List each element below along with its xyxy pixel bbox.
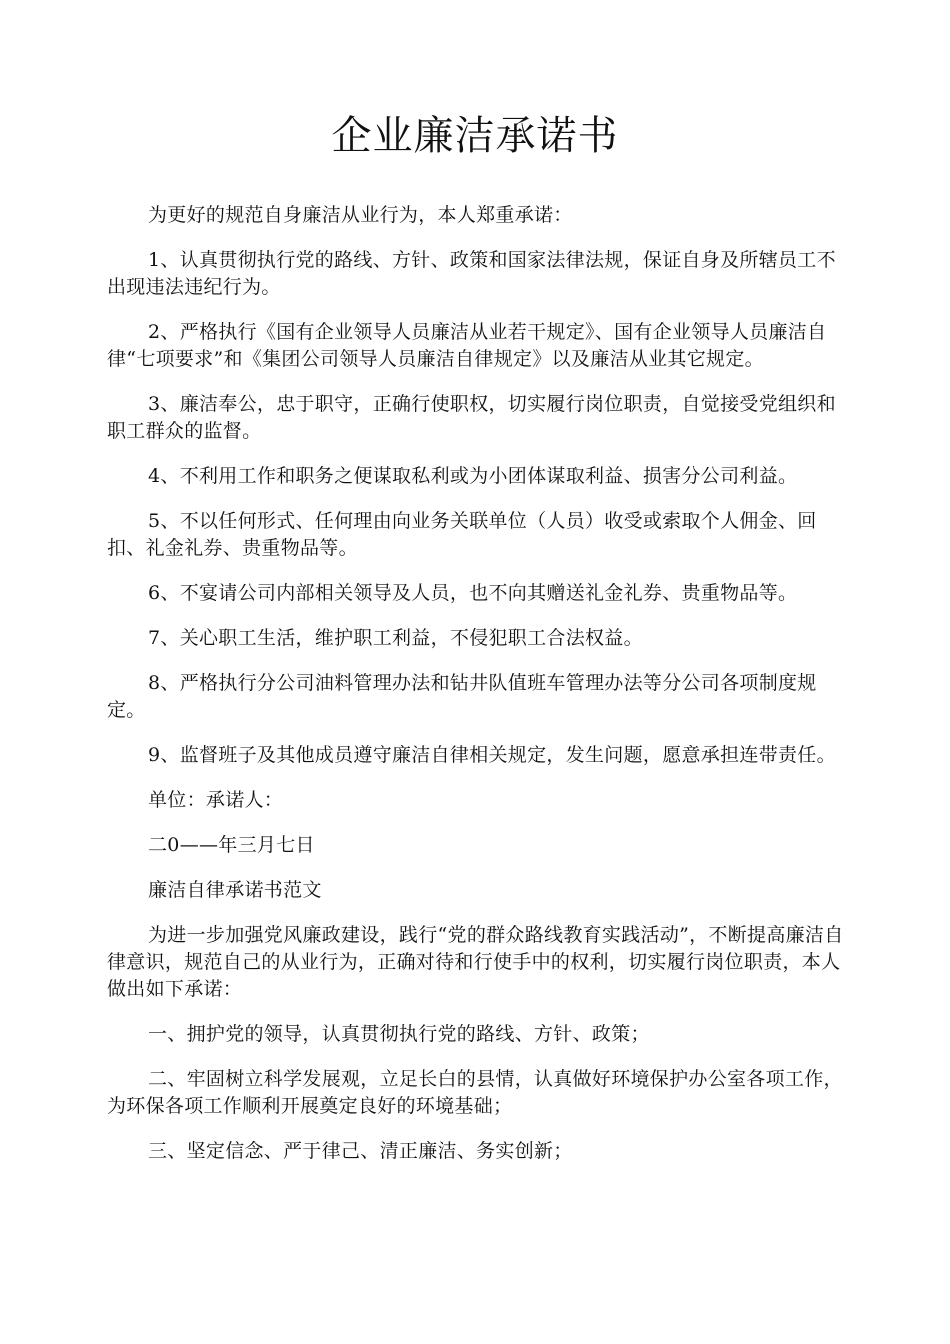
- document-body: [107, 202, 847, 1183]
- commitment-item-7: 7、关心职工生活，维护职工利益，不侵犯职工合法权益。: [148, 627, 643, 649]
- commitment-item-8: 8、严格执行分公司油料管理办法和钻井队值班车管理办法等分公司各项制度规定。: [107, 672, 817, 721]
- section-heading: 廉洁自律承诺书范文: [148, 879, 322, 901]
- commitment-item-6: 6、不宴请公司内部相关领导及人员，也不向其赠送礼金礼券、贵重物品等。: [148, 582, 798, 604]
- second-intro-paragraph: 为进一步加强党风廉政建设，践行“党的群众路线教育实践活动”，不断提高廉洁自律意识，规范自己的从业行为，正确对待和行使手中的权利，切实履行岗位职责，本人做出如下承诺：: [107, 924, 844, 1000]
- document-title: 企业廉洁承诺书: [331, 113, 619, 159]
- commitment-item-5: 5、不以任何形式、任何理由向业务关联单位（人员）收受或索取个人佣金、回扣、礼金礼券、贵重物品等。: [107, 510, 817, 559]
- pledge-item-2: 二、牢固树立科学发展观，立足长白的县情，认真做好环境保护办公室各项工作，为环保各项工作顺利开展奠定良好的环境基础；: [107, 1068, 843, 1117]
- commitment-item-2: 2、严格执行《国有企业领导人员廉洁从业若干规定》、国有企业领导人员廉洁自律“七项要求”和《集团公司领导人员廉洁自律规定》以及廉洁从业其它规定。: [107, 321, 827, 370]
- intro-paragraph: 为更好的规范自身廉洁从业行为，本人郑重承诺：: [148, 204, 573, 226]
- commitment-item-4: 4、不利用工作和职务之便谋取私利或为小团体谋取利益、损害分公司利益。: [148, 465, 798, 487]
- commitment-item-9: 9、监督班子及其他成员遵守廉洁自律相关规定，发生问题，愿意承担连带责任。: [148, 744, 836, 766]
- signature-line: 单位：承诺人：: [148, 789, 284, 811]
- commitment-item-3: 3、廉洁奉公，忠于职守，正确行使职权，切实履行岗位职责，自觉接受党组织和职工群众的监督。: [107, 393, 836, 442]
- pledge-item-1: 一、拥护党的领导，认真贯彻执行党的路线、方针、政策；: [148, 1023, 650, 1045]
- commitment-item-1: 1、认真贯彻执行党的路线、方针、政策和国家法律法规，保证自身及所辖员工不出现违法违纪行为。: [107, 249, 836, 298]
- pledge-item-3: 三、坚定信念、严于律己、清正廉洁、务实创新；: [148, 1140, 573, 1162]
- date-line: 二0——年三月七日: [148, 834, 315, 856]
